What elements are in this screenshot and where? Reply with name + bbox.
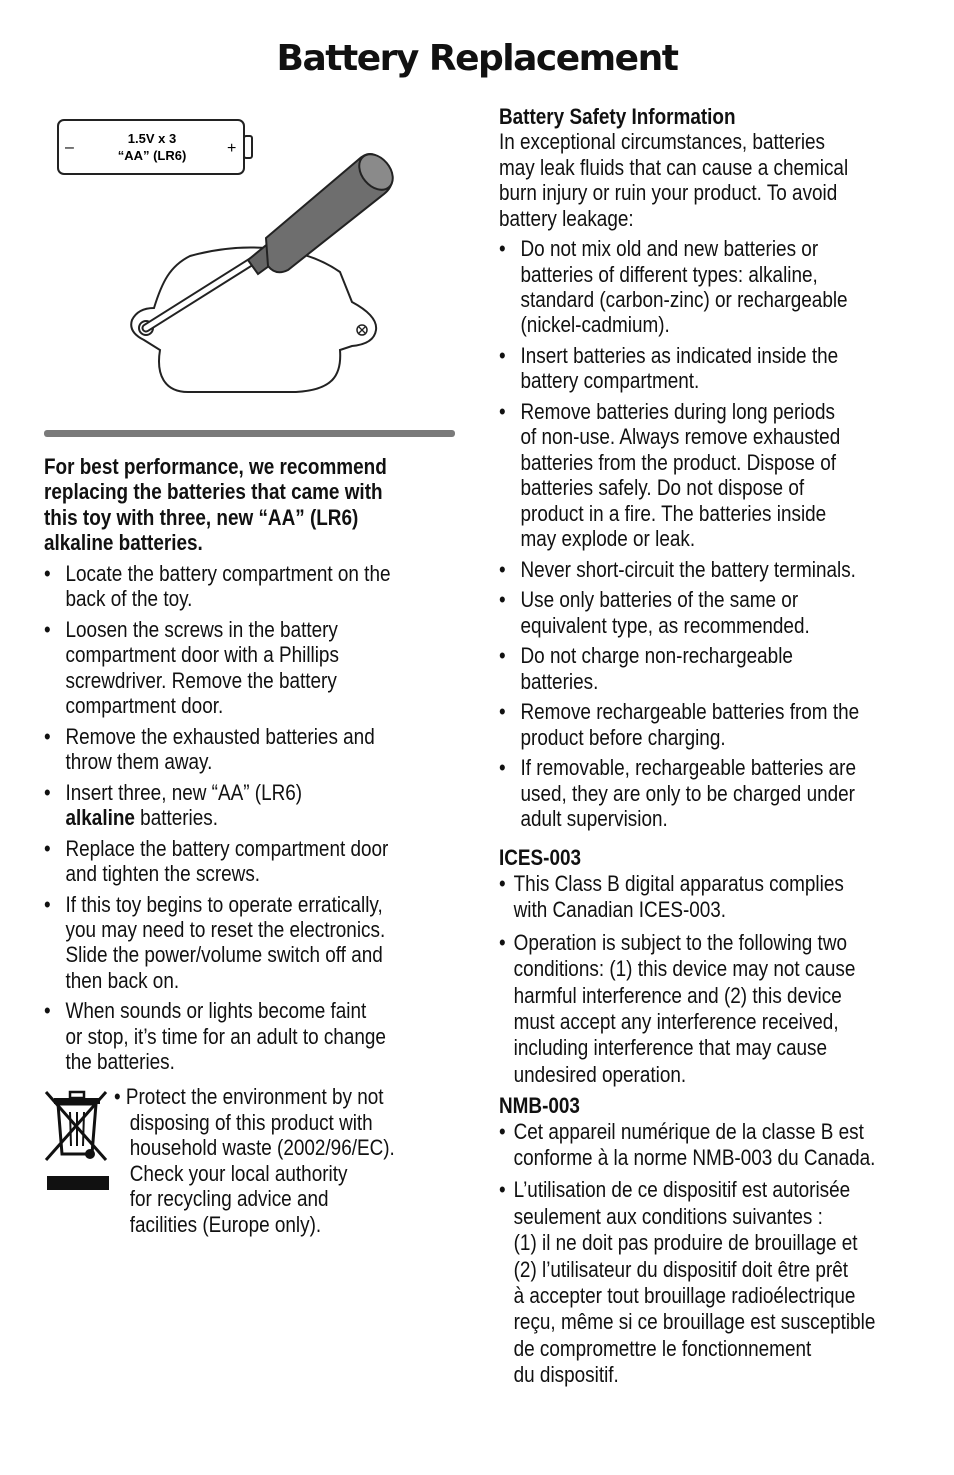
recommendation-text: For best performance, we recommend replacing the batteries that came with this toy with three, new “AA” (LR6) alkaline batteries. [44, 454, 387, 556]
list-item: • Operation is subject to the following two conditions: (1) this device may not cause harmful interference and (2) this device must accept any interference received, including interference that may cause undesired operation. [499, 930, 875, 1088]
list-item: • Do not mix old and new batteries or batteries of different types: alkaline, standard (carbon-zinc) or rechargeable (nickel-cadmium). [499, 236, 875, 338]
section-divider [44, 430, 455, 437]
battery-spec-line1: 1.5V x 3 [127, 131, 177, 146]
list-item: • L’utilisation de ce dispositif est autorisée seulement aux conditions suivantes : (1) il ne doit pas produire de brouillage et (2) l’utilisateur du dispositif doit être prêt à accepter tout brouillage radioélectrique reçu, même si ce brouillage est susceptible de compromettre le fonctionnement du dispositif. [499, 1177, 875, 1388]
safety-and-compliance [499, 104, 919, 1389]
list-item: • Loosen the screws in the battery compartment door with a Phillips screwdriver. Remove the battery compartment door. [44, 617, 390, 719]
safety-heading: Battery Safety Information [499, 104, 736, 129]
ices-list [499, 871, 875, 1088]
page-title: Battery Replacement [276, 38, 678, 79]
list-item: • When sounds or lights become faint or stop, it’s time for an adult to change the batteries. [44, 998, 390, 1074]
battery-spec-line2: “AA” (LR6) [117, 148, 187, 163]
battery-plus-sign: + [227, 140, 237, 157]
battery-replacement-instructions [44, 454, 444, 1075]
list-item: • Insert three, new “AA” (LR6) alkaline batteries. [44, 780, 390, 831]
crossed-out-wheelie-bin-icon [44, 1088, 110, 1194]
battery-icon [58, 120, 252, 174]
nmb-heading: NMB-003 [499, 1093, 580, 1119]
battery-replacement-illustration [40, 110, 420, 410]
list-item: • Cet appareil numérique de la classe B est conforme à la norme NMB-003 du Canada. [499, 1119, 875, 1172]
environment-notice: • Protect the environment by not disposing of this product with household waste (2002/96/EC). Check your local authority for recycling advice and facilities (Europe only). [114, 1084, 395, 1237]
list-item: • This Class B digital apparatus complies with Canadian ICES-003. [499, 871, 875, 924]
list-item: • Remove rechargeable batteries from the product before charging. [499, 699, 875, 750]
safety-intro: In exceptional circumstances, batteries may leak fluids that can cause a chemical burn injury or ruin your product. To avoid battery leakage: [499, 129, 849, 231]
ices-heading: ICES-003 [499, 845, 582, 871]
list-item: • Use only batteries of the same or equivalent type, as recommended. [499, 587, 875, 638]
list-item: • If removable, rechargeable batteries are used, they are only to be charged under adult supervision. [499, 755, 875, 831]
list-item: • Replace the battery compartment door and tighten the screws. [44, 836, 390, 887]
safety-list [499, 236, 875, 831]
nmb-list [499, 1119, 875, 1389]
list-item: • Remove the exhausted batteries and throw them away. [44, 724, 390, 775]
list-item: • Do not charge non-rechargeable batteries. [499, 643, 875, 694]
list-item: • Never short-circuit the battery terminals. [499, 557, 875, 582]
list-item: • If this toy begins to operate erratically, you may need to reset the electronics. Slide the power/volume switch off and then back on. [44, 892, 390, 994]
battery-minus-sign: – [65, 139, 74, 156]
list-item: • Insert batteries as indicated inside the battery compartment. [499, 343, 875, 394]
list-item: • Locate the battery compartment on the back of the toy. [44, 561, 390, 612]
replacement-steps [44, 561, 390, 1075]
list-item: • Remove batteries during long periods of non-use. Always remove exhausted batteries from the product. Dispose of batteries safely. Do not dispose of product in a fire. The batteries inside may explode or leak. [499, 399, 875, 551]
